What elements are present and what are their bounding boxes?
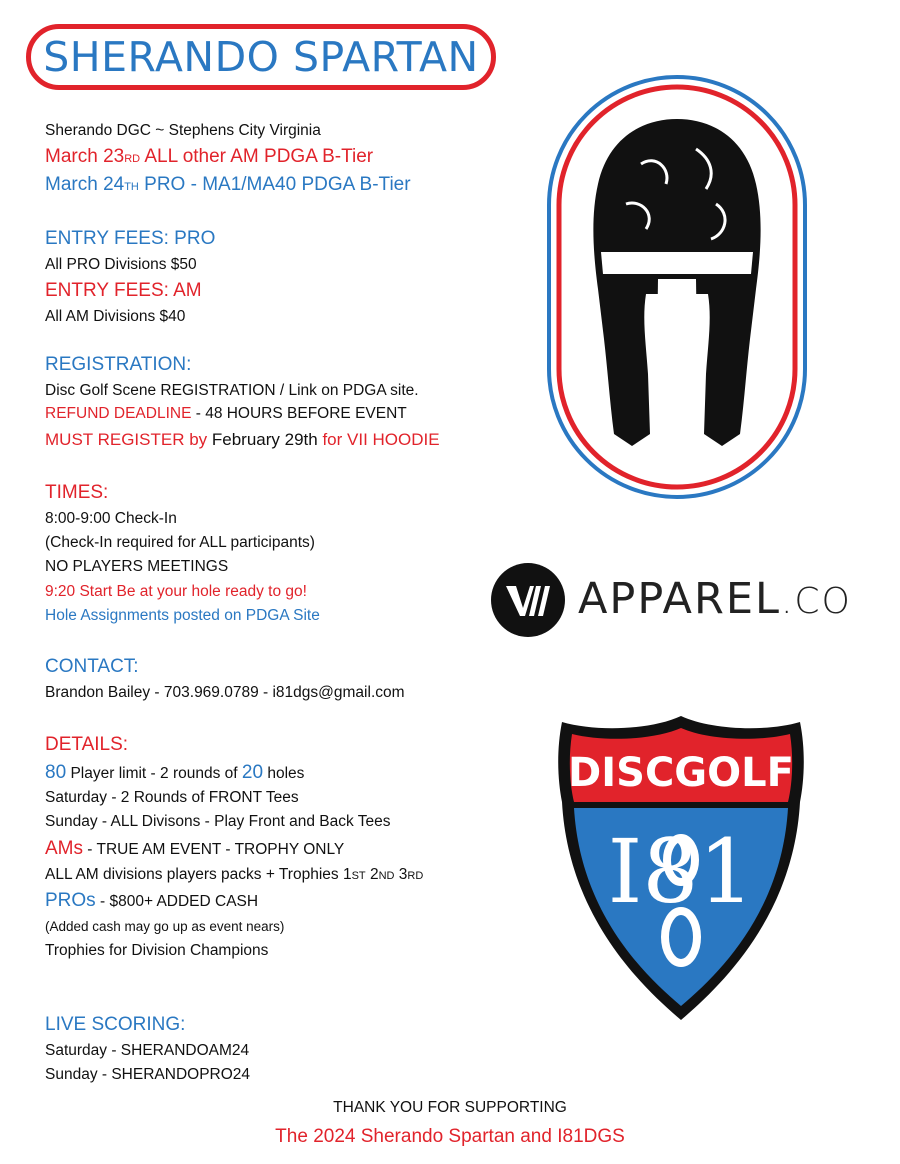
badge-disc-golf-text: DISCGOLF xyxy=(568,750,794,796)
details-trophies: Trophies for Division Champions xyxy=(45,942,269,959)
spartan-helmet-logo xyxy=(546,74,808,500)
scoring-heading: LIVE SCORING: xyxy=(45,1014,186,1035)
scoring-saturday: Saturday - SHERANDOAM24 xyxy=(45,1042,250,1059)
times-line-3: NO PLAYERS MEETINGS xyxy=(45,558,229,575)
page-title: SHERANDO SPARTAN xyxy=(43,33,479,81)
footer-thanks: THANK YOU FOR SUPPORTING xyxy=(333,1099,567,1116)
details-ams: AMs - TRUE AM EVENT - TROPHY ONLY xyxy=(45,838,345,859)
fees-pro-heading: ENTRY FEES: PRO xyxy=(45,228,216,249)
registration-heading: REGISTRATION: xyxy=(45,354,192,375)
title-banner xyxy=(26,24,496,90)
details-sunday: Sunday - ALL Divisons - Play Front and Back Tees xyxy=(45,813,391,830)
details-limit: 80 Player limit - 2 rounds of 20 holes xyxy=(45,762,305,783)
disc-golf-i81-badge xyxy=(556,712,806,1024)
times-heading: TIMES: xyxy=(45,482,109,503)
apparel-sponsor-logo xyxy=(490,562,870,638)
vii-mark-icon xyxy=(490,562,566,638)
badge-route-number: I81 xyxy=(607,820,755,923)
contact-heading: CONTACT: xyxy=(45,656,139,677)
date-line-1: March 23RD ALL other AM PDGA B-Tier xyxy=(45,146,374,167)
times-line-5: Hole Assignments posted on PDGA Site xyxy=(45,607,320,624)
details-pros: PROs - $800+ ADDED CASH xyxy=(45,890,259,911)
registration-line: Disc Golf Scene REGISTRATION / Link on PDGA site. xyxy=(45,382,419,399)
times-line-2: (Check-In required for ALL participants) xyxy=(45,534,315,551)
fees-pro-text: All PRO Divisions $50 xyxy=(45,256,197,273)
date-line-2: March 24TH PRO - MA1/MA40 PDGA B-Tier xyxy=(45,174,411,195)
fees-am-heading: ENTRY FEES: AM xyxy=(45,280,202,301)
details-saturday: Saturday - 2 Rounds of FRONT Tees xyxy=(45,789,299,806)
helmet-icon xyxy=(593,119,760,446)
apparel-wordmark: APPAREL.CO xyxy=(578,574,852,624)
details-added-cash: (Added cash may go up as event nears) xyxy=(45,919,285,934)
contact-line: Brandon Bailey - 703.969.0789 - i81dgs@gmail.com xyxy=(45,684,405,701)
times-line-4: 9:20 Start Be at your hole ready to go! xyxy=(45,583,307,600)
details-heading: DETAILS: xyxy=(45,734,129,755)
refund-deadline: REFUND DEADLINE - 48 HOURS BEFORE EVENT xyxy=(45,405,407,422)
times-line-1: 8:00-9:00 Check-In xyxy=(45,510,177,527)
footer-event: The 2024 Sherando Spartan and I81DGS xyxy=(275,1126,625,1147)
vii-mark-text: VII xyxy=(490,638,492,639)
fees-am-text: All AM Divisions $40 xyxy=(45,308,186,325)
venue-text: Sherando DGC ~ Stephens City Virginia xyxy=(45,122,321,139)
scoring-sunday: Sunday - SHERANDOPRO24 xyxy=(45,1066,251,1083)
must-register: MUST REGISTER by February 29th for VII HOODIE xyxy=(45,430,440,449)
details-packs: ALL AM divisions players packs + Trophies 1ST 2ND 3RD xyxy=(45,866,424,883)
